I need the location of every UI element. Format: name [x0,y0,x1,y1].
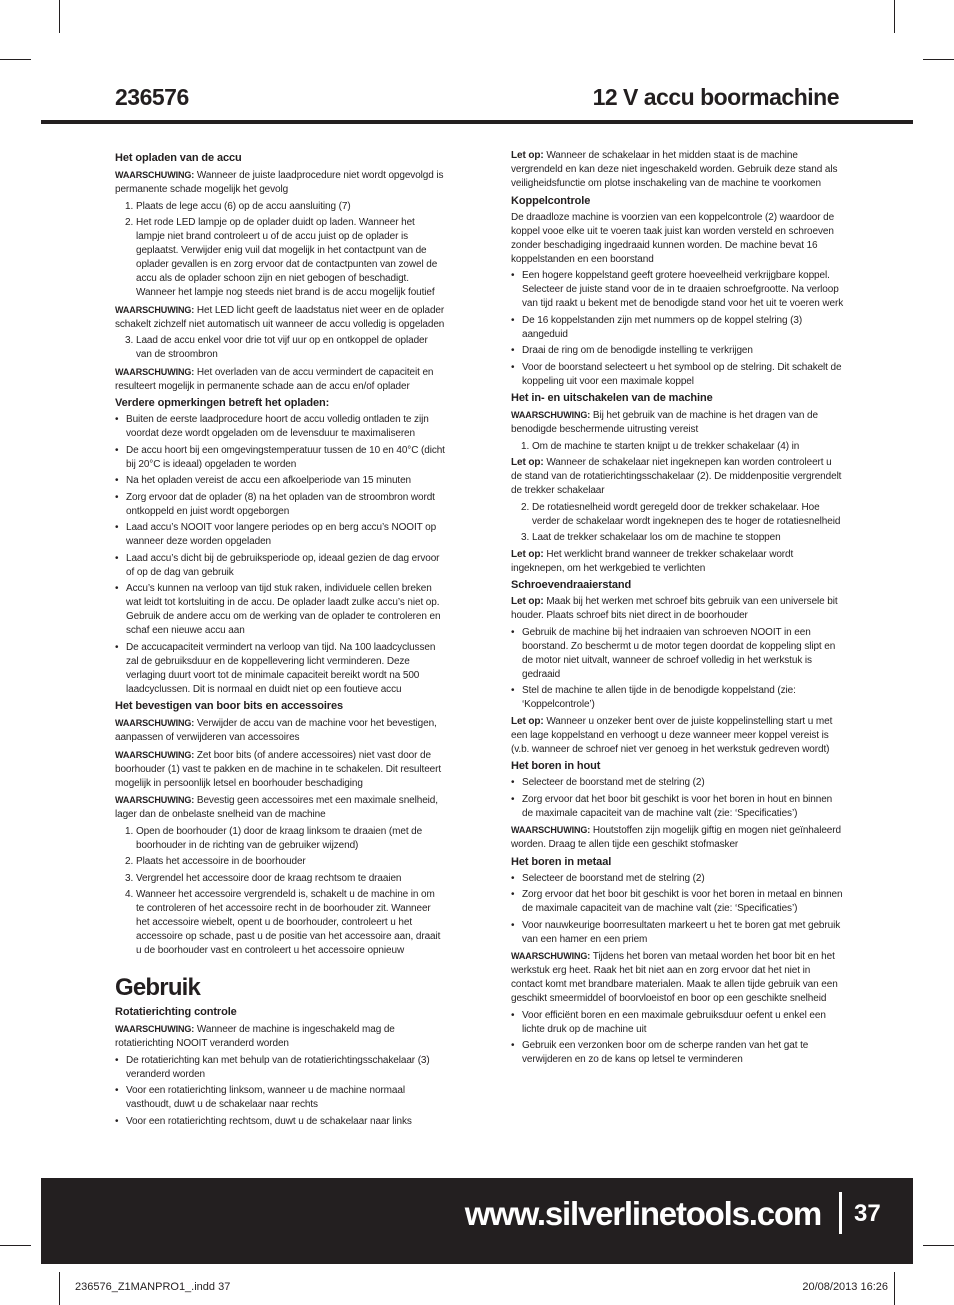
bullet-icon: • [511,777,515,788]
note-label: Let op: [511,596,544,607]
list-item [115,825,445,853]
bullet-icon: • [511,361,515,373]
chapter-heading: Gebruik [115,974,201,1001]
bullet-icon: • [115,641,119,653]
warning-paragraph [115,793,445,822]
bullet-list [511,269,844,389]
step-number: 2. [125,856,134,867]
list-item [511,361,844,389]
bullet-icon: • [115,552,119,564]
numbered-list [115,200,445,301]
bullet-icon: • [511,685,515,696]
bullet-icon: • [115,444,119,456]
bullet-icon: • [511,919,515,931]
warning-label: WAARSCHUWING: [115,749,195,760]
crop-mark [0,1245,31,1246]
bullet-text: Draai de ring om de benodigde instelling te verkrijgen [522,345,753,356]
header-rule [41,120,913,124]
bullet-text: Zorg ervoor dat het boor bit geschikt is voor het boren in metaal en binnen de maximale capaciteit van de machine valt (zie: ‘Specificaties’) [522,889,843,914]
step-number: 1. [521,440,530,452]
warning-text: Wanneer de juiste laadprocedure niet wordt opgevolgd is permanente schade mogelijk het gevolg [115,170,444,195]
step-number: 2. [521,501,530,513]
warning-label: WAARSCHUWING: [115,304,195,315]
right-column [511,149,844,1070]
warning-text: Tijdens het boren van metaal worden het boor bit en het werkstuk erg heet. Raak het bit niet aan en zorg ervoor dat het niet in contact komt met brandbare materialen. Maak te allen tijde gebruik van een geschikt smeermiddel of boorvloeistof en boor op een geschikte snelheid [511,951,838,1004]
crop-mark [0,59,31,60]
warning-label: WAARSCHUWING: [511,951,591,961]
step-text: Plaats de lege accu (6) op de accu aansluiting (7) [136,200,351,212]
warning-text: Het overladen van de accu vermindert de capaciteit en resulteert mogelijk in permanente schade aan de accu en/of oplader [115,366,434,392]
bullet-icon: • [511,1009,515,1021]
list-item [511,872,844,886]
bullet-text: Zorg ervoor dat de oplader (8) na het opladen van de stroombron wordt ontkoppeld en juist wordt opgeborgen [126,491,435,517]
section-heading: Schroevendraaierstand [511,579,632,591]
warning-text: Bevestig geen accessoires met een maximale snelheid, lager dan de onbelaste snelheid van de machine [115,795,438,820]
list-item [511,314,844,342]
bullet-text: Gebruik de machine bij het indraaien van schroeven NOOIT in een boorstand. Zo beschermt u de motor tegen doordat de koppeling slipt en de motor niet uitvalt, wanneer de schroef volledig in het werkstuk is gedraaid [522,626,836,680]
step-number: 4. [125,889,134,900]
body-paragraph: De draadloze machine is voorzien van een koppelcontrole (2) waardoor de koppel vooe elke uit te voeren taak juist kan worden versteld en schroeven zonder beschadiging ingedraaid kunnen worden. De machine bevat 16 koppelstanden en een boorstand [511,211,835,265]
bullet-text: Selecteer de boorstand met de stelring (2) [522,777,705,788]
warning-text: Het LED licht geeft de laadstatus niet weer en de oplader schakelt zichzelf niet automatisch uit wanneer de accu volledig is opgeladen [115,304,445,330]
step-text: Wanneer het accessoire vergrendeld is, schakelt u de machine in om te controleren of het accessoire recht in de boorhouder zit. Wanneer het accessoire wiebelt, opent u de boorhouder, controleert u het accessoire op schade, past u de positie van het accessoire aan, draait u de boorhouder vast en controleert u het accessoire opnieuw [136,889,441,956]
step-text: Plaats het accessoire in de boorhouder [136,856,306,867]
bullet-text: Na het opladen vereist de accu een afkoelperiode van 15 minuten [126,475,412,486]
bullet-icon: • [511,345,515,356]
warning-paragraph [511,949,844,1006]
bullet-list [511,776,844,821]
list-item [115,474,445,488]
note-paragraph [511,595,844,623]
list-item [511,269,844,311]
step-text: Het rode LED lampje op de oplader duidt op laden. Wanneer het lampje niet brand controleert u of de accu juist op de oplader is geplaatst. Verwijder enig vuil dat mogelijk in het contactpunt van de oplader gevallen is en zorg ervoor dat de contactpunten van zowel de accu als de oplader schoon zijn en niet gebogen of beschadigt. Wanneer het lampje nog steeds niet brand is de accu mogelijk foutief [136,217,438,298]
bullet-icon: • [511,889,515,900]
warning-paragraph [115,748,445,791]
bullet-icon: • [511,626,515,638]
list-item [511,919,844,947]
section-heading: Koppelcontrole [511,194,591,207]
note-paragraph [511,149,844,191]
note-text: Wanneer de schakelaar niet ingeknepen kan worden controleert u de stand van de rotatierichtingsschakelaar (2). De middenpositie vergrendelt de trekker schakelaar [511,457,842,496]
step-text: Om de machine te starten knijpt u de trekker schakelaar (4) in [532,440,800,452]
step-number: 3. [521,532,530,543]
bullet-text: De rotatierichting kan met behulp van de rotatierichtingsschakelaar (3) veranderd worden [126,1054,430,1080]
note-label: Let op: [511,150,544,161]
print-slug-file: 236576_Z1MANPRO1_.indd 37 [75,1281,231,1293]
bullet-text: Laad accu’s dicht bij de gebruiksperiode op, ideaal gezien de dag ervoor of op de dag van gebruik [126,552,440,578]
section-heading: Het opladen van de accu [115,152,242,164]
crop-mark [894,1272,895,1305]
list-item [115,582,445,638]
warning-label: WAARSCHUWING: [511,410,591,420]
bullet-text: Buiten de eerste laadprocedure hoort de accu volledig ontladen te zijn voordat deze wordt opgeladen om de levensduur te maximaliseren [126,414,429,439]
bullet-text: Voor efficiënt boren en een maximale gebruiksduur oefent u enkel een lichte druk op de machine uit [522,1009,826,1035]
step-text: Open de boorhouder (1) door de kraag linksom te draaien (met de boorhouder in de richting van de gebruiker wijzend) [136,825,423,851]
left-column [115,149,445,1131]
crop-mark [894,0,895,33]
step-number: 3. [125,872,134,884]
note-label: Let op: [511,457,544,468]
bullet-icon: • [115,475,119,486]
bullet-list [511,872,844,947]
list-item [115,552,445,580]
warning-label: WAARSCHUWING: [115,718,195,728]
footer-divider [839,1192,842,1234]
list-item [511,1009,844,1037]
list-item [511,531,844,545]
bullet-list [511,1009,844,1068]
step-number: 1. [125,200,134,212]
warning-label: WAARSCHUWING: [115,170,195,180]
warning-paragraph [115,168,445,197]
warning-paragraph [115,716,445,745]
list-item [511,793,844,821]
step-text: Vergrendel het accessoire door de kraag rechtsom te draaien [136,872,402,884]
numbered-list [115,825,445,959]
bullet-text: Voor een rotatierichting rechtsom, duwt u de schakelaar naar links [126,1115,412,1127]
bullet-text: Voor nauwkeurige boorresultaten markeert u het te boren gat met gebruik van een hamer en een priem [522,919,841,945]
list-item [115,521,445,549]
note-text: Wanneer de schakelaar in het midden staat is de machine vergrendeld en kan deze niet ingeschakeld worden. Gebruik deze stand als veiligheidsfunctie om plotse inschakeling van de machine te voorkomen [511,150,838,189]
warning-paragraph [115,1022,445,1051]
warning-text: Houtstoffen zijn mogelijk giftig en mogen niet geïnhaleerd worden. Draag te allen tijde een geschikt stofmasker [511,825,841,850]
section-heading: Het boren in metaal [511,855,612,868]
warning-label: WAARSCHUWING: [115,1024,195,1034]
bullet-text: De accu hoort bij een omgevingstemperatuur tussen de 10 en 40°C (dicht bij 20°C is ideaal) opgeladen te worden [126,444,445,470]
bullet-text: Zorg ervoor dat het boor bit geschikt is voor het boren in hout en binnen de maximale capaciteit van de machine valt (zie: ‘Specificaties’) [522,793,833,819]
step-text: De rotatiesnelheid wordt geregeld door de trekker schakelaar. Hoe verder de schakelaar wordt ingeknepen des te hoger de rotatiesnelheid [532,501,841,527]
numbered-list [511,501,844,546]
list-item [511,1039,844,1067]
bullet-icon: • [511,270,515,281]
note-label: Let op: [511,715,544,727]
list-item [115,334,445,362]
list-item [511,888,844,916]
bullet-list [115,413,445,697]
page-number: 37 [854,1200,881,1227]
warning-label: WAARSCHUWING: [115,366,195,377]
warning-label: WAARSCHUWING: [115,795,195,805]
list-item [511,684,844,712]
list-item [115,444,445,472]
product-code: 236576 [115,84,189,110]
bullet-icon: • [115,1115,119,1127]
list-item [511,626,844,682]
footer-bar [41,1178,913,1264]
bullet-icon: • [511,1040,515,1051]
bullet-icon: • [511,314,515,326]
section-heading: Verdere opmerkingen betreft het opladen: [115,397,330,409]
warning-text: Bij het gebruik van de machine is het dragen van de benodigde beschermende uitrusting vereist [511,410,818,435]
bullet-text: Voor een rotatierichting linksom, wanneer u de machine normaal vasthoudt, duwt u de schakelaar naar rechts [126,1085,405,1110]
list-item [115,855,445,869]
note-text: Het werklicht brand wanneer de trekker schakelaar wordt ingeknepen, om het werkgebied te verlichten [511,548,794,574]
list-item [115,1115,445,1129]
note-label: Let op: [511,548,544,560]
bullet-icon: • [115,1054,119,1066]
numbered-list [115,334,445,362]
warning-text: Wanneer de machine is ingeschakeld mag de rotatierichting NOOIT veranderd worden [115,1024,395,1049]
list-item [511,440,844,454]
bullet-text: De accucapaciteit vermindert na verloop van tijd. Na 100 laadcyclussen zal de gebruiksduur en de koppellevering licht verminderen. Deze verlaging duurt voort tot de minimale capaciteit bereikt wordt na 500 laadcyclussen. Dit is normaal en duidt niet op een foutieve accu [126,641,436,695]
crop-mark [59,1272,60,1305]
note-text: Maak bij het werken met schroef bits gebruik van een universele bit houder. Plaats schroef bits niet direct in de boorhouder [511,596,838,621]
page-title: 12 V accu boormachine [592,84,839,110]
list-item [115,216,445,300]
numbered-list [511,440,844,454]
step-text: Laat de trekker schakelaar los om de machine te stoppen [532,532,781,543]
warning-text: Verwijder de accu van de machine voor het bevestigen, aanpassen of verwijderen van accessoires [115,718,437,743]
crop-mark [923,59,954,60]
warning-text: Zet boor bits (of andere accessoires) niet vast door de boorhouder (1) vast te pakken en de machine in te schakelen. Dit resulteert mogelijk in persoonlijk letsel en boorhouder beschadiging [115,749,442,789]
step-number: 1. [125,825,134,837]
list-item [115,200,445,214]
bullet-icon: • [115,522,119,533]
step-number: 2. [125,217,134,228]
list-item [115,491,445,519]
warning-paragraph [115,303,445,332]
print-slug-date: 20/08/2013 16:26 [802,1281,888,1293]
bullet-icon: • [115,491,119,503]
bullet-text: Gebruik een verzonken boor om de scherpe randen van het gat te verwijderen en zo de kans op letsel te verminderen [522,1040,809,1065]
website-link[interactable]: www.silverlinetools.com [464,1195,821,1232]
bullet-icon: • [115,1085,119,1096]
note-paragraph [511,548,844,576]
step-number: 3. [125,335,134,346]
bullet-text: Voor de boorstand selecteert u het symbool op de stelring. Dit schakelt de koppeling uit voor een maximale koppel [522,361,842,387]
bullet-list [115,1054,445,1129]
crop-mark [923,1245,954,1246]
section-heading: Het in- en uitschakelen van de machine [511,392,713,404]
list-item [511,501,844,529]
step-text: Laad de accu enkel voor drie tot vijf uur op en ontkoppel de oplader van de stroombron [136,335,428,360]
list-item [511,344,844,358]
note-text: Wanneer u onzeker bent over de juiste koppelinstelling start u met een lage koppelstand en verhoogt u deze wanneer meer koppel vereist is (v.b. wanneer de schroef niet ver genoeg in het werkstuk gedreven wordt) [511,715,833,755]
bullet-text: Stel de machine te allen tijde in de benodigde koppelstand (zie: ‘Koppelcontrole’) [522,685,796,710]
warning-paragraph [511,408,844,437]
section-heading: Het bevestigen van boor bits en accessoires [115,700,344,712]
bullet-icon: • [511,793,515,805]
bullet-icon: • [115,583,119,594]
bullet-text: Een hogere koppelstand geeft grotere hoeveelheid verkrijgbare koppel. Selecteer de juiste stand voor de in te draaien schroefgrootte. Na verloop van tijd raakt u bekent met de benodigde stand voor het uit te voeren werk [522,270,844,309]
section-heading: Het boren in hout [511,760,601,772]
list-item [115,413,445,441]
crop-mark [59,0,60,33]
bullet-text: Accu’s kunnen na verloop van tijd stuk raken, individuele cellen breken wat leidt tot kortsluiting in de accu. De oplader laadt zulke accu’s niet op. Gebruik de andere accu om de werking van de oplader te controleren en schaf een nieuwe accu aan [126,583,441,636]
bullet-icon: • [115,414,119,425]
note-paragraph [511,715,844,757]
warning-label: WAARSCHUWING: [511,825,591,835]
bullet-text: Selecteer de boorstand met de stelring (2) [522,872,705,884]
list-item [115,872,445,886]
bullet-text: Laad accu’s NOOIT voor langere periodes op en berg accu’s NOOIT op wanneer deze worden opgeladen [126,522,437,547]
list-item [115,888,445,958]
section-heading: Rotatierichting controle [115,1006,237,1018]
bullet-text: De 16 koppelstanden zijn met nummers op de koppel stelring (3) aangeduid [522,314,803,340]
list-item [511,776,844,790]
list-item [115,1084,445,1112]
note-paragraph [511,456,844,498]
bullet-icon: • [511,872,515,884]
bullet-list [511,626,844,713]
list-item [115,1054,445,1082]
list-item [115,641,445,697]
warning-paragraph [115,365,445,394]
warning-paragraph [511,823,844,852]
